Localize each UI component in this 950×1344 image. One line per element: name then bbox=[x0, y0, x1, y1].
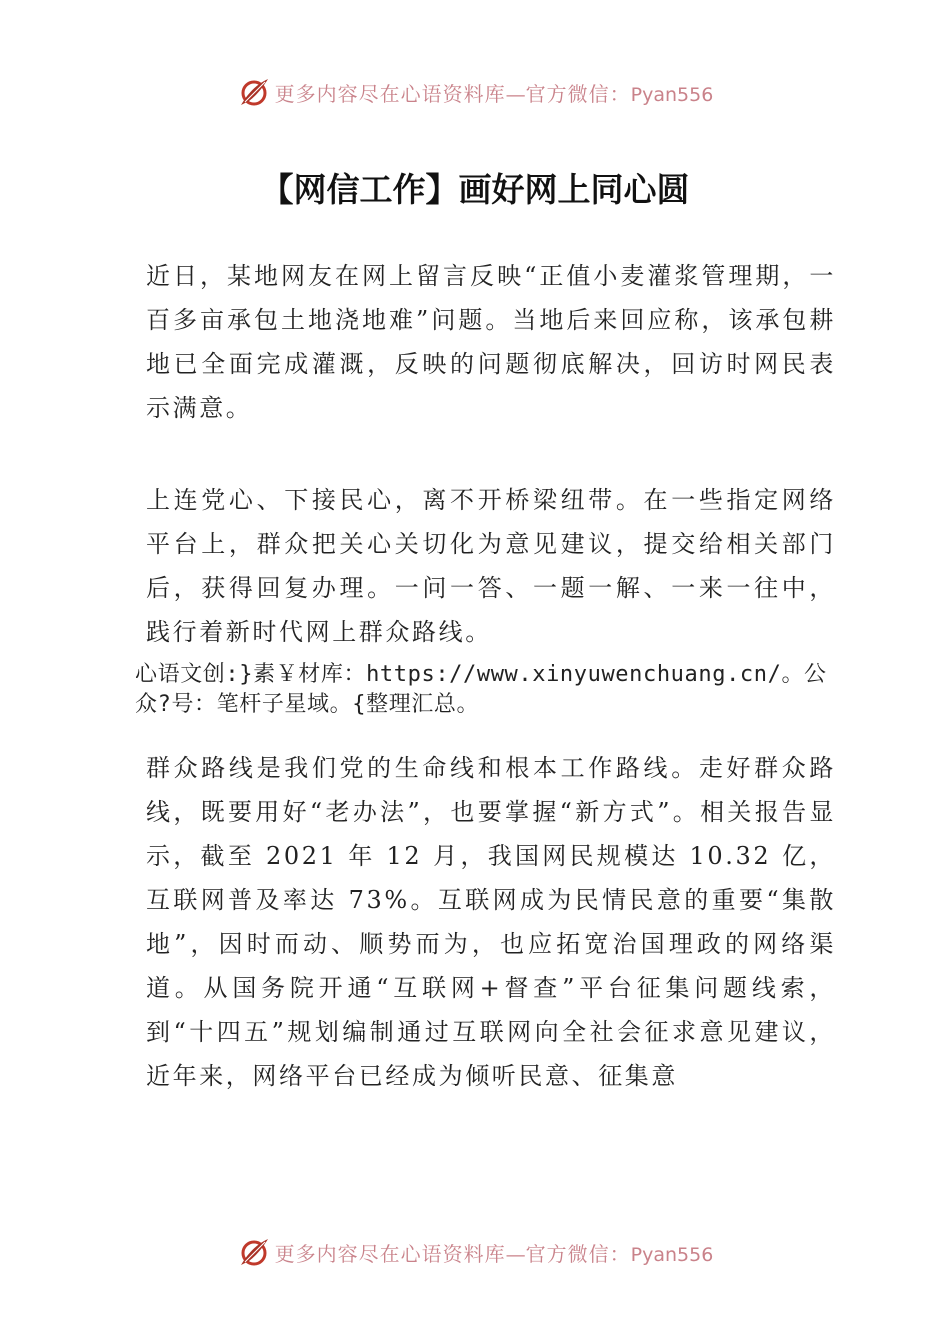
feather-logo-icon bbox=[237, 75, 271, 109]
source-note: 心语文创:}素￥材库：https://www.xinyuwenchuang.cn/。公众?号：笔杆子星域。{整理汇总。 bbox=[135, 662, 827, 717]
paragraph-2: 上连党心、下接民心，离不开桥梁纽带。在一些指定网络平台上，群众把关心关切化为意见建议，提交给相关部门后，获得回复办理。一问一答、一题一解、一来一往中，践行着新时代网上群众路线。 bbox=[146, 486, 836, 646]
paragraph-1: 近日，某地网友在网上留言反映“正值小麦灌浆管理期，一百多亩承包土地浇地难”问题。当地后来回应称，该承包耕地已全面完成灌溉，反映的问题彻底解决，回访时网民表示满意。 bbox=[146, 262, 836, 422]
header-banner-text: 更多内容尽在心语资料库—官方微信：Pyan556 bbox=[274, 81, 714, 106]
wechat-id: Pyan556 bbox=[630, 1243, 714, 1266]
feather-logo-icon bbox=[237, 1235, 271, 1269]
wechat-id: Pyan556 bbox=[630, 83, 714, 106]
paragraph-3: 群众路线是我们党的生命线和根本工作路线。走好群众路线，既要用好“老办法”，也要掌握“新方式”。相关报告显示，截至 2021 年 12 月，我国网民规模达 10.32 亿，互联网普及率达 73%。互联网成为民情民意的重要“集散地”，因时而动、顺势而为，也应拓宽治国理政的网络渠道。从国务院开通“互联网+督查”平台征集问题线索，到“十四五”规划编制通过互联网向全社会征求意见建议，近年来，网络平台已经成为倾听民意、征集意 bbox=[146, 754, 836, 1090]
header-banner bbox=[0, 70, 950, 114]
footer-banner bbox=[0, 1230, 950, 1274]
footer-banner-text: 更多内容尽在心语资料库—官方微信：Pyan556 bbox=[274, 1241, 714, 1266]
page-title: 【网信工作】画好网上同心圆 bbox=[260, 170, 690, 209]
